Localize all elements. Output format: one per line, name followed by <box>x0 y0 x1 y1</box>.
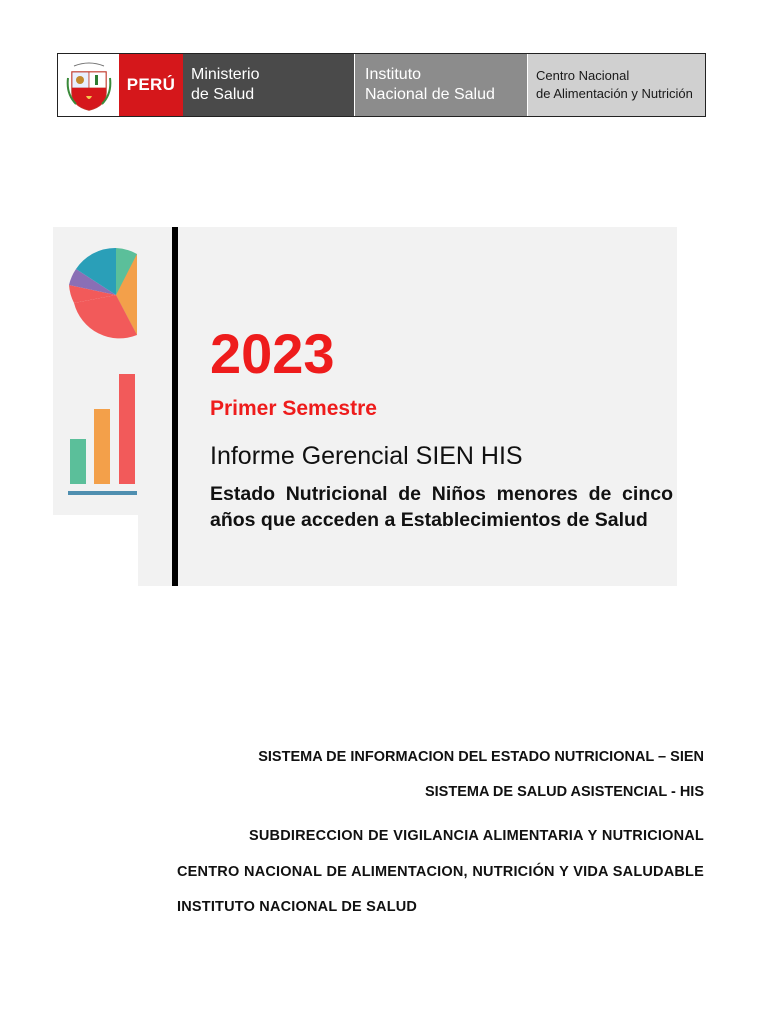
vertical-divider <box>172 227 178 586</box>
report-subtitle: Estado Nutricional de Niños menores de cinco años que acceden a Establecimientos de Salud <box>210 483 673 531</box>
chart-decoration <box>53 227 143 507</box>
ministry-name <box>183 54 355 116</box>
report-year: 2023 <box>210 322 335 385</box>
report-semester: Primer Semestre <box>210 397 377 420</box>
institute-name <box>355 54 528 116</box>
header-banner <box>57 53 706 117</box>
peru-brand: PERÚ <box>119 54 183 116</box>
center-name <box>528 54 705 116</box>
institution-credits: SUBDIRECCION DE VIGILANCIA ALIMENTARIA Y NUTRICIONAL CENTRO NACIONAL DE ALIMENTACION, NUTRICIÓN Y VIDA SALUDABLE INSTITUTO NACIONAL DE SALUD <box>177 828 704 915</box>
bar-chart-icon <box>68 374 137 495</box>
system-name-sien: SISTEMA DE INFORMACION DEL ESTADO NUTRICIONAL – SIEN <box>258 749 704 765</box>
institute-line2: Nacional de Salud <box>365 86 495 103</box>
system-name-his: SISTEMA DE SALUD ASISTENCIAL - HIS <box>424 784 704 800</box>
report-title: Informe Gerencial SIEN HIS <box>210 442 523 470</box>
ministry-line1: Ministerio <box>191 66 260 83</box>
pie-chart-icon <box>69 248 137 338</box>
center-line1: Centro Nacional <box>536 68 630 83</box>
institute-line1: Instituto <box>365 66 422 83</box>
coat-of-arms-icon <box>58 54 119 116</box>
center-line2: de Alimentación y Nutrición <box>536 86 693 101</box>
ministry-line2: de Salud <box>191 86 255 103</box>
